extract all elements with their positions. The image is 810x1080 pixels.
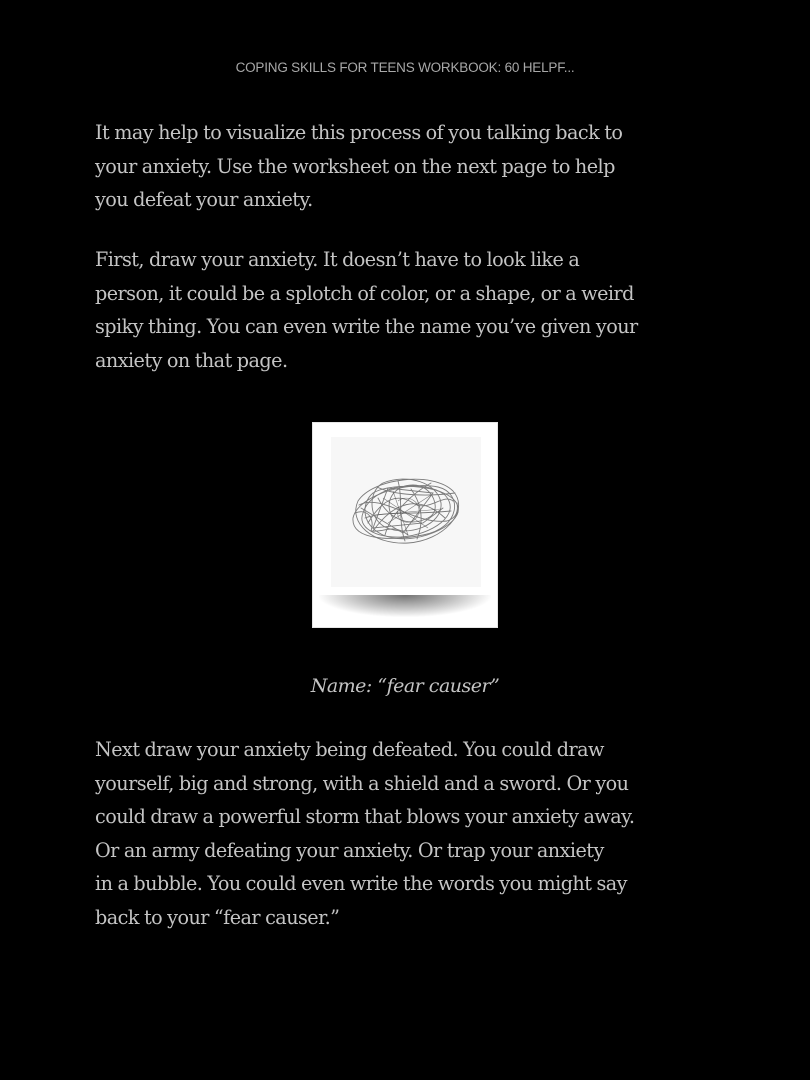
text-line: yourself, big and strong, with a shield and a sword. Or you bbox=[95, 771, 629, 795]
text-line: could draw a powerful storm that blows your anxiety away. bbox=[95, 805, 635, 828]
text-line: It may help to visualize this process of you talking back to bbox=[95, 121, 623, 144]
figure-caption: Name: “fear causer” bbox=[310, 675, 500, 697]
paragraph-draw-anxiety bbox=[95, 243, 735, 377]
text-line: spiky thing. You can even write the name you’ve given your bbox=[95, 315, 638, 338]
text-line: person, it could be a splotch of color, or a shape, or a weird bbox=[95, 281, 634, 305]
text-line: in a bubble. You could even write the words you might say bbox=[95, 872, 627, 895]
book-title-header: COPING SKILLS FOR TEENS WORKBOOK: 60 HELPF... bbox=[235, 60, 575, 75]
text-line: anxiety on that page. bbox=[95, 348, 288, 372]
text-line: Next draw your anxiety being defeated. You could draw bbox=[95, 738, 604, 761]
text-line: back to your “fear causer.” bbox=[95, 905, 340, 929]
image-shadow bbox=[319, 595, 491, 617]
paragraph-draw-defeated bbox=[95, 733, 735, 934]
text-line: Or an army defeating your anxiety. Or trap your anxiety bbox=[95, 838, 604, 862]
text-line: your anxiety. Use the worksheet on the next page to help bbox=[95, 154, 615, 178]
scribble-drawing-image[interactable] bbox=[312, 422, 498, 628]
paragraph-visualize bbox=[95, 116, 735, 217]
text-line: First, draw your anxiety. It doesn’t have to look like a bbox=[95, 248, 580, 271]
text-line: you defeat your anxiety. bbox=[95, 188, 313, 211]
